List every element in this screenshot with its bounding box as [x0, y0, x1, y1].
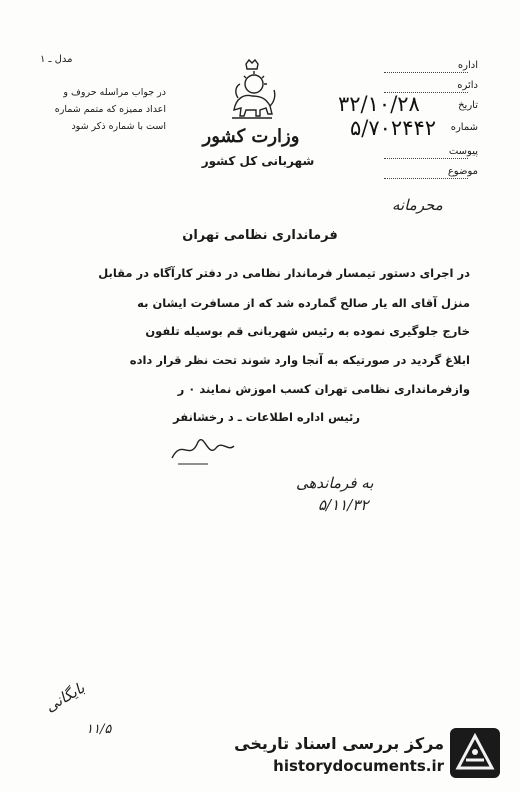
letter-signatory: رئیس اداره اطلاعات ـ د رخشانفر [173, 410, 360, 424]
handwritten-date: ۳۲/۱۰/۲۸ [338, 92, 420, 116]
margin-note-date: ۱۱/۵ [86, 722, 112, 737]
field-label-number: شماره [450, 122, 478, 133]
letter-line: ابلاغ گردید در صورتیکه به آنجا وارد شوند تحت نظر قرار داده [129, 353, 470, 367]
department-title: شهربانی کل کشور [201, 154, 315, 168]
field-label-office: اداره [457, 60, 478, 71]
field-label-date: تاریخ [458, 100, 478, 111]
reply-instruction-line: اعداد ممیزه که متمم شماره [54, 104, 166, 115]
handwritten-number: ۵/۷۰۲۴۴۲ [350, 116, 437, 140]
field-line [384, 72, 468, 73]
letter-line: خارج جلوگیری نموده به رئیس شهربانی قم بوسیله تلفون [145, 324, 470, 338]
handwritten-signature-date: ۵/۱۱/۳۲ [318, 496, 369, 514]
margin-note-archive: بایگانی [42, 678, 88, 716]
letter-line: در اجرای دستور تیمسار فرماندار نظامی در دفتر کارآگاه در مقابل [98, 266, 470, 280]
field-label-attachment: پیوست [448, 146, 478, 157]
form-number: مدل ـ ۱ [40, 54, 73, 65]
ministry-title: وزارت کشور [202, 126, 300, 147]
letter-addressee: فرمانداری نظامی تهران [182, 228, 338, 243]
history-documents-logo-icon [448, 726, 502, 780]
handwritten-classification: محرمانه [392, 196, 443, 214]
lion-and-sun-emblem-icon [224, 58, 280, 124]
reply-instruction [16, 84, 166, 135]
field-line [384, 178, 468, 179]
handwritten-signature: به فرماندهی [296, 474, 374, 492]
footer-url: historydocuments.ir [273, 757, 444, 775]
footer-title: مرکز بررسی اسناد تاریخی [234, 734, 444, 753]
reply-instruction-line: در جواب مراسله حروف و [63, 87, 166, 98]
field-label-section: دائره [457, 80, 478, 91]
field-label-subject: موضوع [447, 166, 478, 177]
reply-instruction-line: است با شماره ذکر شود [71, 121, 166, 132]
letter-line: وازفرمانداری نظامی تهران کسب اموزش نمایند ۰ ر [177, 382, 470, 396]
letter-line: منزل آقای اله یار صالح گمارده شد که از مسافرت ایشان به [137, 296, 470, 310]
handwritten-mark-icon [168, 428, 238, 468]
field-line [384, 158, 468, 159]
